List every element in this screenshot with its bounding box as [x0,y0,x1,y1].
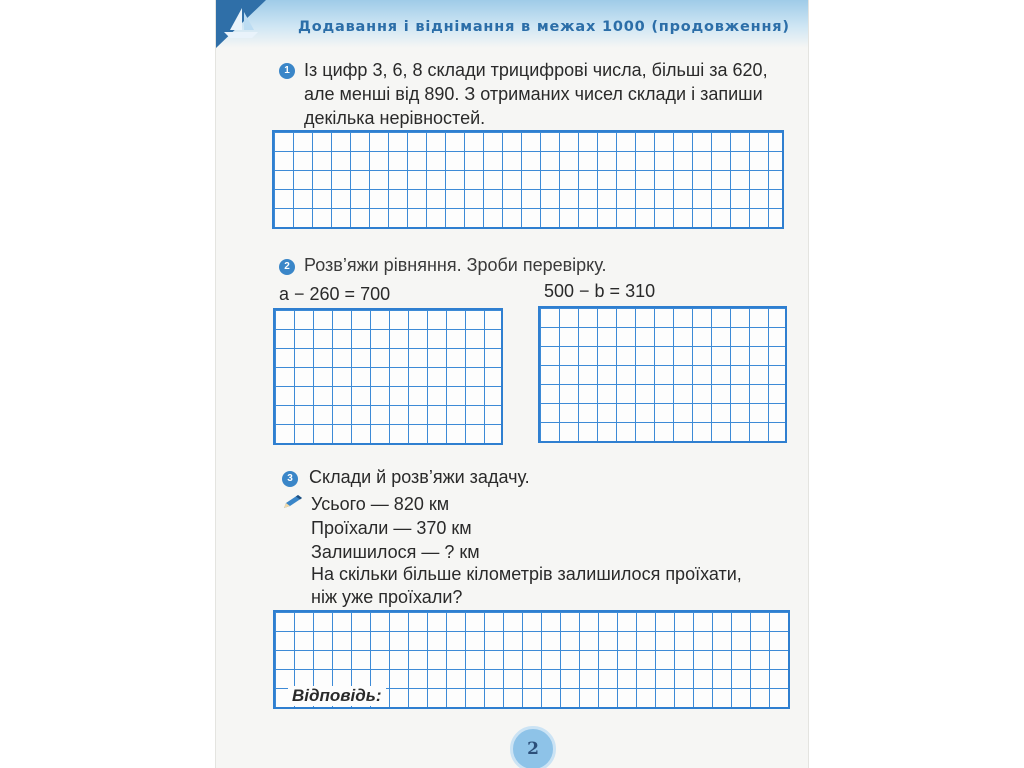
equation-left: a − 260 = 700 [279,284,391,304]
answer-label: Відповідь: [288,686,386,706]
task1-line-3: декілька нерівностей. [304,108,486,128]
task-number-2: 2 [279,259,295,275]
task3-instruction: Склади й розв’яжи задачу. [309,467,530,487]
page-title: Додавання і віднімання в межах 1000 (продовження) [298,19,790,35]
task3-line-travelled: Проїхали — 370 км [311,518,472,538]
task3-line-total: Усього — 820 км [311,494,450,514]
task1-line-1: Із цифр 3, 6, 8 склади трицифрові числа, більші за 620, [304,60,768,80]
equation-right: 500 − b = 310 [544,281,656,301]
answer-grid-2-left[interactable] [273,308,503,445]
task-number-3: 3 [282,471,298,487]
answer-grid-1[interactable] [272,130,784,229]
task-number-1: 1 [279,63,295,79]
pencil-icon [282,494,304,510]
task3-question-line-2: ніж уже проїхали? [311,587,463,607]
task2-instruction: Розв’яжи рівняння. Зроби перевірку. [304,255,607,275]
workbook-page [216,0,808,768]
task1-line-2: але менші від 890. З отриманих чисел склади і запиши [304,84,763,104]
page-number: 2 [510,726,556,768]
answer-grid-2-right[interactable] [538,306,787,443]
task3-question-line-1: На скільки більше кілометрів залишилося проїхати, [311,564,742,584]
sailboat-logo [216,0,266,50]
task3-line-remaining: Залишилося — ? км [311,542,480,562]
